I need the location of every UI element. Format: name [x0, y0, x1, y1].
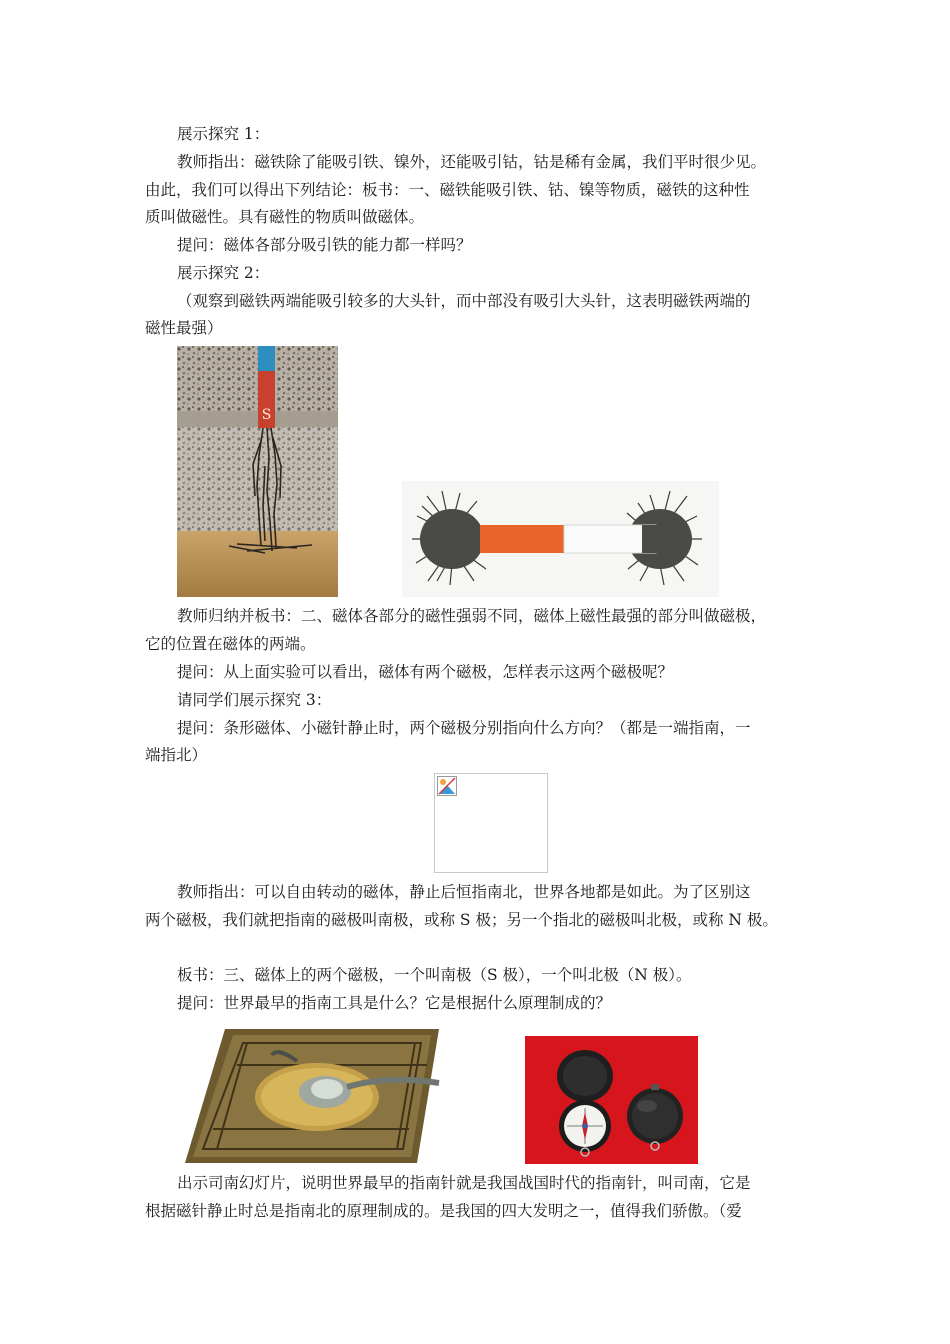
para-2-line-3: 质叫做磁性。具有磁性的物质叫做磁体。	[145, 208, 425, 226]
magnet-pins-photo	[177, 346, 338, 597]
para-4: 展示探究 2：	[177, 264, 270, 282]
para-13-line-1: 出示司南幻灯片，说明世界最早的指南针就是我国战国时代的指南针，叫司南，它是	[177, 1174, 751, 1192]
iron-filings-magnet-photo	[402, 481, 719, 597]
para-10-line-2: 两个磁极，我们就把指南的磁极叫南极，或称 S 极；另一个指北的磁极叫北极，或称 N 极。	[145, 911, 778, 929]
para-6-line-2: 它的位置在磁体的两端。	[145, 635, 316, 653]
svg-text:S: S	[261, 407, 272, 423]
broken-image-icon	[437, 776, 457, 796]
para-7: 提问：从上面实验可以看出，磁体有两个磁极，怎样表示这两个磁极呢？	[177, 663, 674, 681]
para-8: 请同学们展示探究 3：	[177, 691, 332, 709]
para-9-line-2: 端指北）	[145, 746, 208, 764]
para-5-line-2: 磁性最强）	[145, 319, 223, 337]
para-10-line-1: 教师指出：可以自由转动的磁体，静止后恒指南北，世界各地都是如此。为了区别这	[177, 883, 751, 901]
para-2-line-2: 由此，我们可以得出下列结论：板书：一、磁铁能吸引铁、钴、镍等物质，磁铁的这种性	[145, 181, 750, 199]
para-5-line-1: （观察到磁铁两端能吸引较多的大头针，而中部没有吸引大头针，这表明磁铁两端的	[177, 292, 751, 310]
sinan-compass-photo	[177, 1025, 449, 1165]
para-3: 提问：磁体各部分吸引铁的能力都一样吗？	[177, 236, 472, 254]
para-11: 板书：三、磁体上的两个磁极，一个叫南极（S 极），一个叫北极（N 极）。	[177, 966, 692, 984]
para-1: 展示探究 1：	[177, 125, 270, 143]
para-2-line-1: 教师指出：磁铁除了能吸引铁、镍外，还能吸引钴，钴是稀有金属，我们平时很少见。	[177, 153, 767, 171]
para-9-line-1: 提问：条形磁体、小磁针静止时，两个磁极分别指向什么方向？（都是一端指南，一	[177, 719, 751, 737]
para-12: 提问：世界最早的指南工具是什么？它是根据什么原理制成的？	[177, 994, 612, 1012]
modern-compass-photo	[525, 1036, 698, 1164]
para-6-line-1: 教师归纳并板书：二、磁体各部分的磁性强弱不同，磁体上磁性最强的部分叫做磁极，	[177, 607, 767, 625]
broken-image-placeholder	[434, 773, 548, 873]
para-13-line-2: 根据磁针静止时总是指南北的原理制成的。是我国的四大发明之一，值得我们骄傲。（爱	[145, 1202, 742, 1220]
